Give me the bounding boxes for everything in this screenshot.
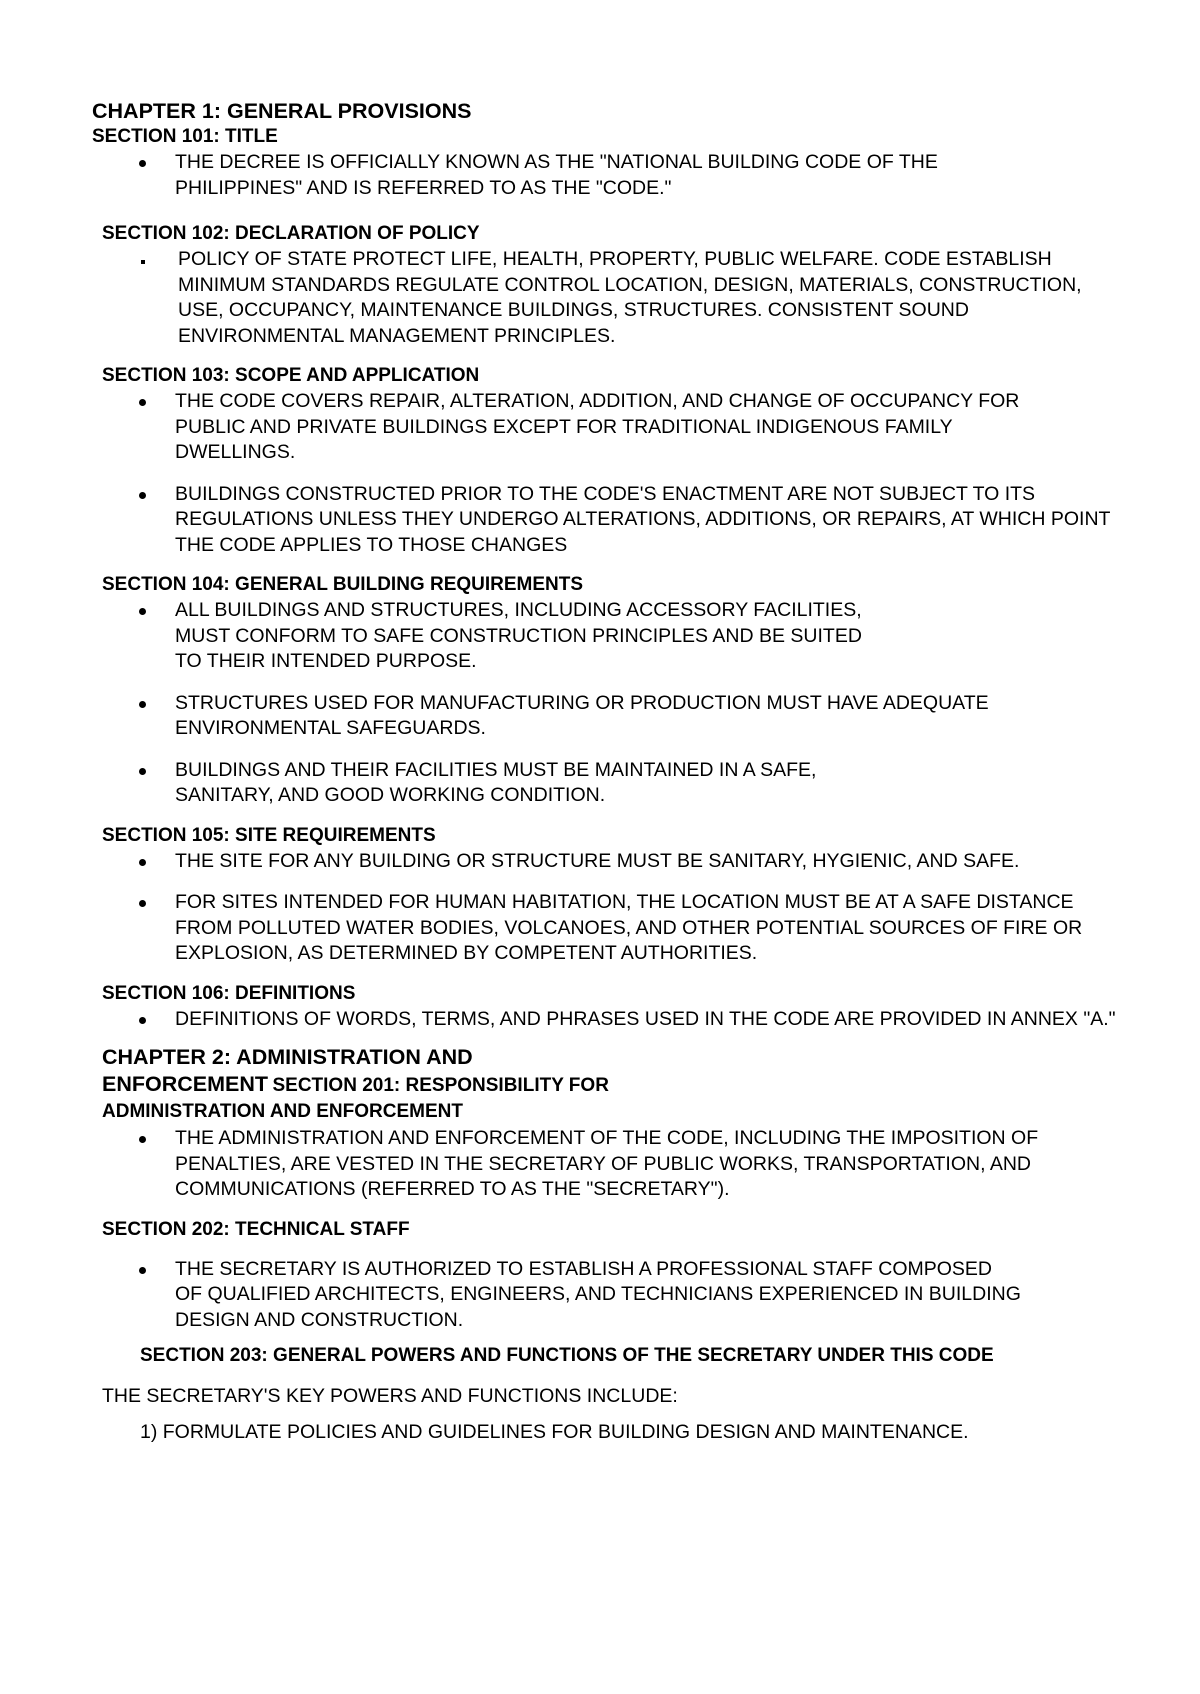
section-106-list xyxy=(92,1007,1122,1033)
section-201-heading-part2: ADMINISTRATION AND ENFORCEMENT xyxy=(102,1101,463,1122)
section-203-item-1: 1) FORMULATE POLICIES AND GUIDELINES FOR BUILDING DESIGN AND MAINTENANCE. xyxy=(140,1421,969,1443)
section-102-heading: SECTION 102: DECLARATION OF POLICY xyxy=(102,223,480,244)
list-item: THE DECREE IS OFFICIALLY KNOWN AS THE "NATIONAL BUILDING CODE OF THE PHILIPPINES" AND IS REFERRED TO AS THE "CODE." xyxy=(92,150,1122,201)
bullet-icon xyxy=(139,399,146,406)
section-101-heading: SECTION 101: TITLE xyxy=(92,126,278,147)
bullet-icon xyxy=(139,1017,146,1024)
bullet-icon xyxy=(139,1267,146,1274)
chapter-2-heading xyxy=(102,1044,1122,1124)
section-101-list xyxy=(92,150,1122,201)
bullet-icon xyxy=(139,768,146,775)
bullet-icon xyxy=(139,160,146,167)
list-item: POLICY OF STATE PROTECT LIFE, HEALTH, PROPERTY, PUBLIC WELFARE. CODE ESTABLISH MINIMUM STANDARDS REGULATE CONTROL LOCATION, DESIGN, MATERIALS, CONSTRUCTION, USE, OCCUPANCY, MAINTENANCE BUILDINGS, STRUCTURES. CONSISTENT SOUND ENVIRONMENTAL MANAGEMENT PRINCIPLES. xyxy=(92,247,1122,349)
section-102-list xyxy=(92,247,1122,349)
list-item: BUILDINGS CONSTRUCTED PRIOR TO THE CODE'S ENACTMENT ARE NOT SUBJECT TO ITS REGULATIONS UNLESS THEY UNDERGO ALTERATIONS, ADDITIONS, OR REPAIRS, AT WHICH POINT THE CODE APPLIES TO THOSE CHANGES xyxy=(92,482,1122,559)
section-104-heading: SECTION 104: GENERAL BUILDING REQUIREMENTS xyxy=(102,574,584,595)
section-201-list xyxy=(92,1126,1122,1203)
section-203-intro: THE SECRETARY'S KEY POWERS AND FUNCTIONS INCLUDE: xyxy=(102,1385,678,1407)
section-103-heading: SECTION 103: SCOPE AND APPLICATION xyxy=(102,365,480,386)
section-202-list xyxy=(92,1257,1122,1334)
list-item: DEFINITIONS OF WORDS, TERMS, AND PHRASES USED IN THE CODE ARE PROVIDED IN ANNEX "A." xyxy=(92,1007,1122,1033)
list-item: STRUCTURES USED FOR MANUFACTURING OR PRODUCTION MUST HAVE ADEQUATE ENVIRONMENTAL SAFEGUARDS. xyxy=(92,691,1122,742)
bullet-icon xyxy=(141,260,145,264)
bullet-icon xyxy=(139,1136,146,1143)
list-item: THE CODE COVERS REPAIR, ALTERATION, ADDITION, AND CHANGE OF OCCUPANCY FOR PUBLIC AND PRIVATE BUILDINGS EXCEPT FOR TRADITIONAL INDIGENOUS FAMILY DWELLINGS. xyxy=(92,389,1122,466)
document-page xyxy=(92,98,1122,1445)
list-item: ALL BUILDINGS AND STRUCTURES, INCLUDING ACCESSORY FACILITIES, MUST CONFORM TO SAFE CONSTRUCTION PRINCIPLES AND BE SUITED TO THEIR INTENDED PURPOSE. xyxy=(92,598,1122,675)
list-item: THE SITE FOR ANY BUILDING OR STRUCTURE MUST BE SANITARY, HYGIENIC, AND SAFE. xyxy=(92,849,1122,875)
bullet-icon xyxy=(139,900,146,907)
bullet-icon xyxy=(139,608,146,615)
section-105-list xyxy=(92,849,1122,967)
chapter-2-title-line1: CHAPTER 2: ADMINISTRATION AND xyxy=(102,1045,473,1069)
chapter-1-title: CHAPTER 1: GENERAL PROVISIONS xyxy=(92,99,472,123)
section-104-list xyxy=(92,598,1122,809)
list-item: THE SECRETARY IS AUTHORIZED TO ESTABLISH A PROFESSIONAL STAFF COMPOSED OF QUALIFIED ARCHITECTS, ENGINEERS, AND TECHNICIANS EXPERIENCED IN BUILDING DESIGN AND CONSTRUCTION. xyxy=(92,1257,1122,1334)
section-203-heading: SECTION 203: GENERAL POWERS AND FUNCTIONS OF THE SECRETARY UNDER THIS CODE xyxy=(140,1345,994,1366)
list-item: THE ADMINISTRATION AND ENFORCEMENT OF THE CODE, INCLUDING THE IMPOSITION OF PENALTIES, ARE VESTED IN THE SECRETARY OF PUBLIC WORKS, TRANSPORTATION, AND COMMUNICATIONS (REFERRED TO AS THE "SECRETARY"). xyxy=(92,1126,1122,1203)
section-201-heading-part1: SECTION 201: RESPONSIBILITY FOR xyxy=(272,1075,609,1096)
section-103-list xyxy=(92,389,1122,558)
bullet-icon xyxy=(139,859,146,866)
list-item: BUILDINGS AND THEIR FACILITIES MUST BE MAINTAINED IN A SAFE, SANITARY, AND GOOD WORKING CONDITION. xyxy=(92,758,1122,809)
section-106-heading: SECTION 106: DEFINITIONS xyxy=(102,982,356,1004)
section-202-heading: SECTION 202: TECHNICAL STAFF xyxy=(102,1218,410,1240)
chapter-2-title-line2: ENFORCEMENT xyxy=(102,1072,269,1096)
bullet-icon xyxy=(139,701,146,708)
section-105-heading: SECTION 105: SITE REQUIREMENTS xyxy=(102,824,436,846)
list-item: FOR SITES INTENDED FOR HUMAN HABITATION, THE LOCATION MUST BE AT A SAFE DISTANCE FROM POLLUTED WATER BODIES, VOLCANOES, AND OTHER POTENTIAL SOURCES OF FIRE OR EXPLOSION, AS DETERMINED BY COMPETENT AUTHORITIES. xyxy=(92,890,1122,967)
bullet-icon xyxy=(139,492,146,499)
